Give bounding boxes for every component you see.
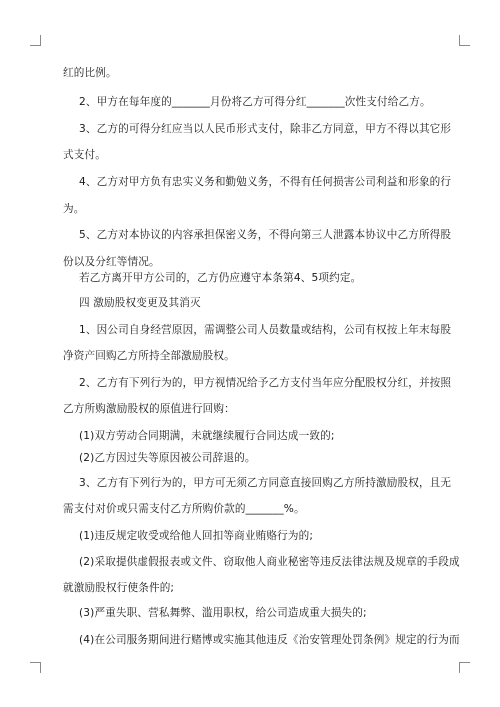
text-line: (2)乙方因过失等原因被公司辞退的。 [79,452,256,464]
text-line: 2、甲方在每年度的_______月份将乙方可得分红_______次性支付给乙方。 [79,96,431,108]
text-line: 4、乙方对甲方负有忠实义务和勤勉义务，不得有任何损害公司利益和形象的行 [79,176,452,188]
text-line: 5、乙方对本协议的内容承担保密义务，不得向第三人泄露本协议中乙方所得股 [79,229,452,241]
crop-mark-top-right [459,35,470,46]
text-line: 乙方所购激励股权的原值进行回购： [63,403,235,415]
text-line: 红的比例。 [63,67,117,79]
text-line: 若乙方离开甲方公司的，乙方仍应遵守本条第4、5项约定。 [79,272,362,284]
text-line: 3、乙方的可得分红应当以人民币形式支付，除非乙方同意，甲方不得以其它形 [79,123,452,135]
text-line: 就激励股权行使条件的; [63,582,175,594]
crop-mark-bottom-left [30,662,41,673]
text-line: (4)在公司服务期间进行赌博或实施其他违反《治安管理处罚条例》规定的行为而 [79,634,460,646]
text-line: 3、乙方有下列行为的，甲方可无须乙方同意直接回购乙方所持激励股权，且无 [79,477,452,489]
crop-mark-bottom-right [459,662,470,673]
text-line: 净资产回购乙方所持全部激励股权。 [63,350,235,362]
section-heading: 四 激励股权变更及其消灭 [79,297,201,309]
text-line: 2、乙方有下列行为的，甲方视情况给予乙方支付当年应分配股权分红，并按照 [79,377,452,389]
text-line: 份以及分红等情况。 [63,256,160,268]
text-line: 为。 [63,203,85,215]
text-line: 需支付对价或只需支付乙方所购价款的_______%。 [63,503,305,515]
crop-mark-top-left [30,35,41,46]
text-line: 式支付。 [63,149,106,161]
text-line: 1、因公司自身经营原因，需调整公司人员数量或结构，公司有权按上年末每股 [79,324,452,336]
text-line: (3)严重失职、营私舞弊、滥用职权，给公司造成重大损失的; [79,607,367,619]
text-line: (1)双方劳动合同期满，未就继续履行合同达成一致的; [79,430,335,442]
text-line: (2)采取提供虚假报表或文件、窃取他人商业秘密等违反法律法规及规章的手段成 [79,556,460,568]
text-line: (1)违反规定收受或给他人回扣等商业贿赂行为的; [79,530,314,542]
